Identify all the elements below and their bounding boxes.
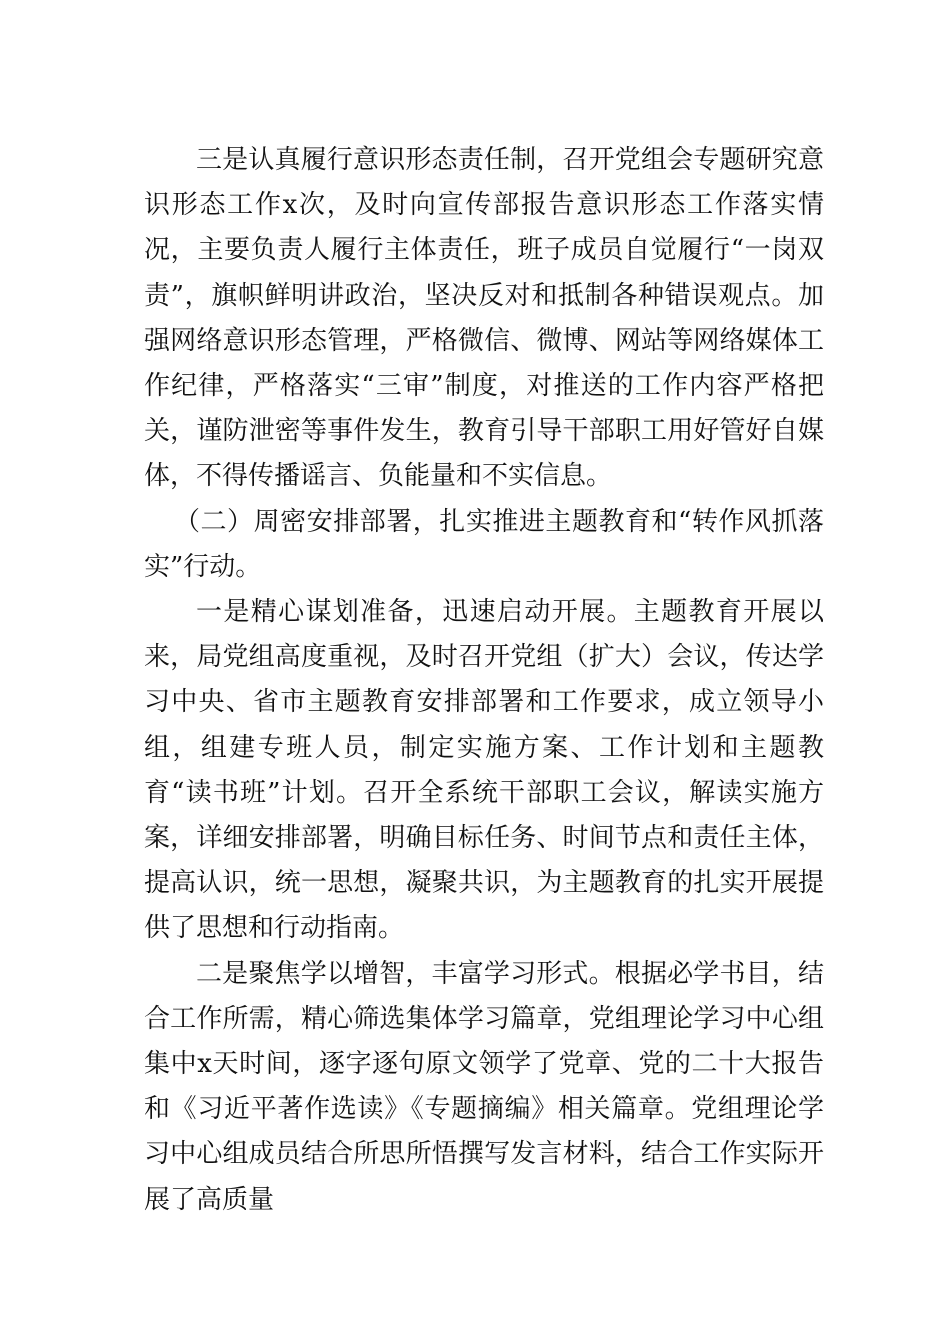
paragraph-ideology-responsibility: 三是认真履行意识形态责任制，召开党组会专题研究意识形态工作x次，及时向宣传部报告意识形态工作落实情况，主要负责人履行主体责任，班子成员自觉履行“一岗双责”，旗帜鲜明讲政治，坚决反对和抵制各种错误观点。加强网络意识形态管理，严格微信、微博、网站等网络媒体工作纪律，严格落实“三审”制度，对推送的工作内容严格把关，谨防泄密等事件发生，教育引导干部职工用好管好自媒体，不得传播谣言、负能量和不实信息。 xyxy=(144,145,824,492)
section-heading-2: （二）周密安排部署，扎实推进主题教育和“转作风抓落实”行动。 xyxy=(144,506,824,582)
paragraph-planning-preparation: 一是精心谋划准备，迅速启动开展。主题教育开展以来，局党组高度重视，及时召开党组（扩大）会议，传达学习中央、省市主题教育安排部署和工作要求，成立领导小组，组建专班人员，制定实施方案、工作计划和主题教育“读书班”计划。召开全系统干部职工会议，解读实施方案，详细安排部署，明确目标任务、时间节点和责任主体，提高认识，统一思想，凝聚共识，为主题教育的扎实开展提供了思想和行动指南。 xyxy=(144,597,824,944)
paragraph-learning-forms: 二是聚焦学以增智，丰富学习形式。根据必学书目，结合工作所需，精心筛选集体学习篇章，党组理论学习中心组集中x天时间，逐字逐句原文领学了党章、党的二十大报告和《习近平著作选读》《专题摘编》相关篇章。党组理论学习中心组成员结合所思所悟撰写发言材料，结合工作实际开展了高质量 xyxy=(144,958,824,1215)
document-body xyxy=(144,138,824,1223)
